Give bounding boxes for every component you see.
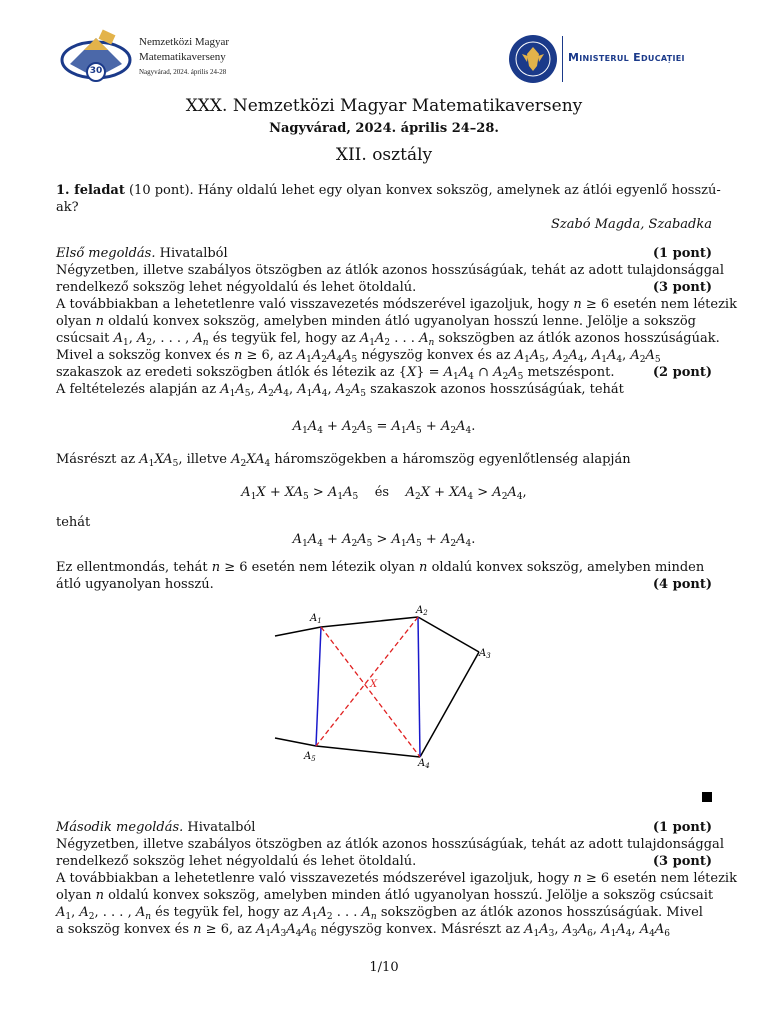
- sol1-line6-c: sokszögben az átlók azonos hosszúságúak.: [438, 331, 720, 346]
- place-date: Nagyvárad, 2024. április 24–28.: [269, 121, 499, 136]
- edge-a4-a5: [316, 746, 420, 757]
- sol1-line11-a: Ez ellentmondás, tehát: [56, 560, 208, 575]
- sol1-line10-c: háromszögekben a háromszög egyenlőtlenség alapján: [274, 452, 631, 467]
- sol1-line8-a: szakaszok az eredeti sokszögben átlók és létezik az: [56, 365, 395, 380]
- ministry-name: Ministerul Educației: [568, 51, 685, 64]
- sol1-line11: Ez ellentmondás, tehát n ≥ 6 esetén nem létezik olyan n oldalú konvex sokszög, amelyben minden: [56, 560, 705, 575]
- sol1-points-4: (4 pont): [652, 577, 712, 592]
- label-x: X: [370, 679, 378, 690]
- label-a1: $A_1$: [310, 613, 322, 625]
- sol2-points-3: (3 pont): [652, 854, 712, 869]
- logo-text-line1: Nemzetközi Magyar: [139, 36, 230, 48]
- sol2-heading-rest: Hivatalból: [187, 820, 256, 835]
- sol1-heading: Első megoldás.: [56, 246, 156, 261]
- diagonal-a1-a5: [316, 627, 321, 746]
- edge-a2-a3: [418, 617, 479, 652]
- sol1-line7-a: Mivel a sokszög konvex és: [56, 348, 230, 363]
- sol2-line7-a: a sokszög konvex és: [56, 922, 190, 937]
- sol2-line7: a sokszög konvex és n ≥ 6, az $A_1A_3A_4A_6$ négyszög konvex. Másrészt az $A_1A_3$, $A_3A_6$, $A_1A_4$, $A_4A_6$: [56, 922, 670, 939]
- problem-text-2: ak?: [56, 200, 79, 215]
- sol1-line7-c: négyszög konvex és az: [361, 348, 511, 363]
- sol1-line7: Mivel a sokszög konvex és n ≥ 6, az $A_1A_2A_4A_5$ négyszög konvex és az $A_1A_5$, $A_2A_4$, $A_1A_4$, $A_2A_5$: [56, 348, 661, 365]
- sol2-line3-text: rendelkező sokszög lehet négyoldalú és lehet ötoldalú.: [56, 854, 417, 869]
- sol1-line10-a: Másrészt az: [56, 452, 136, 467]
- sol1-heading-rest: Hivatalból: [159, 246, 228, 261]
- edge-left-top: [275, 627, 321, 636]
- sol1-line4-b: esetén nem létezik: [613, 297, 737, 312]
- sol1-line2: Négyzetben, illetve szabályos ötszögben az átlók azonos hosszúságúak, tehát az adott tulajdonsággal: [56, 263, 724, 278]
- sol2-line5-b: oldalú konvex sokszög, amelyben minden átló ugyanolyan hosszú. Jelölje a sokszög csúcsait: [108, 888, 714, 903]
- label-a5: $A_5$: [304, 751, 316, 763]
- sol1-points-2: (2 pont): [652, 365, 712, 380]
- sol1-line4-a: A továbbiakban a lehetetlenre való visszavezetés módszerével igazoljuk, hogy: [56, 297, 570, 312]
- sol1-line9: A feltételezés alapján az $A_1A_5$, $A_2A_4$, $A_1A_4$, $A_2A_5$ szakaszok azonos hosszúságúak, tehát: [56, 382, 624, 399]
- sol1-line12-text: átló ugyanolyan hosszú.: [56, 577, 214, 592]
- logo-text-line2: Matematikaverseny: [139, 51, 226, 63]
- equation-1: $A_1A_4 + A_2A_5 = A_1A_5 + A_2A_4$.: [292, 419, 476, 436]
- sol2-points-1: (1 pont): [652, 820, 712, 835]
- label-a2: $A_2$: [416, 605, 428, 617]
- sol1-line5-b: oldalú konvex sokszög, amelyben minden átló ugyanolyan hosszú lenne. Jelölje a sokszög: [108, 314, 697, 329]
- sol1-line6-a: csúcsait: [56, 331, 110, 346]
- sol2-line1: [56, 819, 712, 836]
- competition-logo: [56, 28, 134, 86]
- edge-left-bottom: [275, 738, 316, 746]
- sol2-line7-b: , az: [228, 922, 252, 937]
- equation-2: $A_1X + XA_5 > A_1A_5$ és $A_2X + XA_4 > A_2A_4$,: [241, 485, 527, 502]
- sol1-line6: csúcsait $A_1$, $A_2$, . . . , $A_n$ és tegyük fel, hogy az $A_1A_2$ . . . $A_n$ sokszögben az átlók azonos hosszúságúak.: [56, 331, 720, 348]
- equation-3: $A_1A_4 + A_2A_5 > A_1A_5 + A_2A_4$.: [292, 532, 476, 549]
- sol1-line5: olyan n oldalú konvex sokszög, amelyben minden átló ugyanolyan hosszú lenne. Jelölje a sokszög: [56, 314, 697, 329]
- problem-points: (10 pont).: [128, 183, 194, 198]
- sol1-line3-text: rendelkező sokszög lehet négyoldalú és lehet ötoldalú.: [56, 280, 417, 295]
- label-a4: $A_4$: [418, 758, 430, 770]
- sol1-line6-b: és tegyük fel, hogy az: [212, 331, 356, 346]
- sol1-points-3: (3 pont): [652, 280, 712, 295]
- edge-a3-a4: [420, 652, 479, 757]
- author-name: Szabó Magda, Szabadka: [550, 217, 712, 232]
- sol1-line9-b: szakaszok azonos hosszúságúak, tehát: [370, 382, 624, 397]
- sol2-line4-a: A továbbiakban a lehetetlenre való visszavezetés módszerével igazoljuk, hogy: [56, 871, 570, 886]
- diagonal-a2-a5: [316, 617, 418, 746]
- sol1-line5-a: olyan: [56, 314, 92, 329]
- sol1-line4: A továbbiakban a lehetetlenre való visszavezetés módszerével igazoljuk, hogy n ≥ 6 esetén nem létezik: [56, 297, 737, 312]
- sol1-line12: [56, 576, 712, 593]
- page-number: 1/10: [369, 960, 399, 975]
- sol2-line5: olyan n oldalú konvex sokszög, amelyben minden átló ugyanolyan hosszú. Jelölje a sokszög csúcsait: [56, 888, 714, 903]
- sol1-line11-b: esetén nem létezik olyan: [251, 560, 415, 575]
- sol1-line1: [56, 245, 712, 262]
- diagonal-a1-a4: [321, 627, 420, 757]
- pentagon-figure: [260, 600, 500, 775]
- sol2-line7-c: négyszög konvex. Másrészt az: [320, 922, 520, 937]
- sol2-line4-b: esetén nem létezik: [613, 871, 737, 886]
- sol1-line7-b: , az: [269, 348, 293, 363]
- sol2-line3: [56, 853, 712, 870]
- edge-a1-a2: [321, 617, 418, 627]
- and-word: és: [374, 485, 390, 500]
- sol2-line2: Négyzetben, illetve szabályos ötszögben az átlók azonos hosszúságúak, tehát az adott tulajdonsággal: [56, 837, 724, 852]
- logo-text-line3: Nagyvárad, 2024. április 24-28: [139, 68, 227, 76]
- page-title: XXX. Nemzetközi Magyar Matematikaverseny: [185, 96, 583, 116]
- sol1-points-1: (1 pont): [652, 246, 712, 261]
- sol1-line11-c: oldalú konvex sokszög, amelyben minden: [431, 560, 705, 575]
- logo-badge-30: 30: [89, 66, 103, 76]
- sol2-line5-a: olyan: [56, 888, 92, 903]
- sol2-line4: A továbbiakban a lehetetlenre való visszavezetés módszerével igazoljuk, hogy n ≥ 6 esetén nem létezik: [56, 871, 737, 886]
- diagonal-a2-a4: [418, 617, 420, 757]
- sol1-line8: szakaszok az eredeti sokszögben átlók és létezik az $\{X\} = A_1A_4$ ∩ $A_2A_5$ metszéspont. (2 pont): [56, 365, 712, 382]
- sol1-line10-b: , illetve: [178, 452, 228, 467]
- sol2-line6-a: és tegyük fel, hogy az: [155, 905, 299, 920]
- sol1-then: tehát: [56, 515, 91, 530]
- problem-statement: [56, 182, 721, 199]
- sol1-line10: Másrészt az $A_1XA_5$, illetve $A_2XA_4$ háromszögekben a háromszög egyenlőtlenség alapján: [56, 452, 631, 469]
- government-seal: [508, 34, 558, 84]
- sol2-line6-b: sokszögben az átlók azonos hosszúságúak. Mivel: [380, 905, 703, 920]
- sol1-line9-a: A feltételezés alapján az: [56, 382, 217, 397]
- sol1-line8-b: metszéspont.: [527, 365, 615, 380]
- label-a3: $A_3$: [479, 648, 491, 660]
- sol1-line3: [56, 279, 712, 296]
- grade-title: XII. osztály: [335, 145, 433, 165]
- ministry-divider: [562, 36, 563, 82]
- problem-author: [56, 216, 712, 233]
- sol2-line6: $A_1$, $A_2$, . . . , $A_n$ és tegyük fel, hogy az $A_1A_2$ . . . $A_n$ sokszögben az átlók azonos hosszúságúak. Mivel: [56, 905, 703, 922]
- sol2-heading: Második megoldás.: [56, 820, 184, 835]
- problem-text-1: Hány oldalú lehet egy olyan konvex sokszög, amelynek az átlói egyenlő hosszú-: [197, 183, 721, 198]
- problem-label: 1. feladat: [56, 183, 125, 198]
- qed-square: [702, 792, 712, 802]
